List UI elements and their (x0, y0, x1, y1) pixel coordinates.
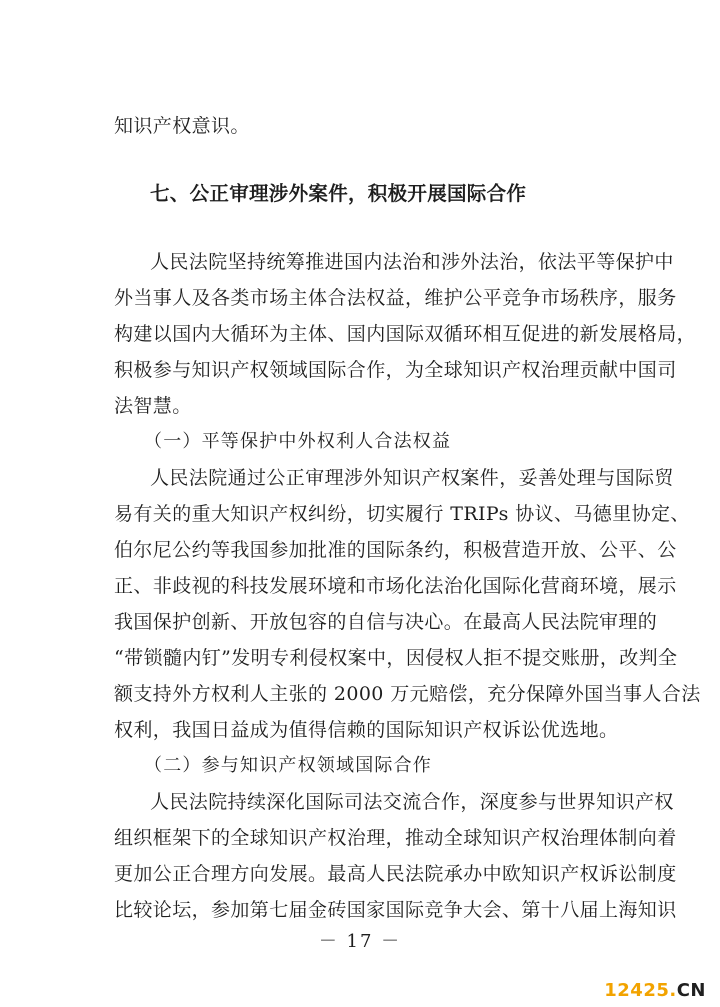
watermark-dot: . (669, 980, 677, 1001)
paragraph-line: 组织框架下的全球知识产权治理，推动全球知识产权治理体制向着 (114, 827, 677, 849)
paragraph-line: 人民法院坚持统筹推进国内法治和涉外法治，依法平等保护中 (150, 251, 674, 273)
paragraph-line: 易有关的重大知识产权纠纷，切实履行 TRIPs 协议、马德里协定、 (114, 503, 690, 525)
watermark-domain: CN (676, 980, 706, 1001)
paragraph-line: 法智慧。 (114, 395, 192, 417)
paragraph-line: 人民法院持续深化国际司法交流合作，深度参与世界知识产权 (150, 791, 674, 813)
paragraph-line: 正、非歧视的科技发展环境和市场化法治化国际化营商环境，展示 (114, 575, 677, 597)
paragraph-line: 更加公正合理方向发展。最高人民法院承办中欧知识产权诉讼制度 (114, 863, 677, 885)
paragraph-line: 外当事人及各类市场主体合法权益，维护公平竞争市场秩序，服务 (114, 287, 677, 309)
paragraph-line: 人民法院通过公正审理涉外知识产权案件，妥善处理与国际贸 (150, 467, 674, 489)
paragraph-line: 比较论坛，参加第七届金砖国家国际竞争大会、第十八届上海知识 (114, 899, 677, 921)
paragraph-line: 权利，我国日益成为值得信赖的国际知识产权诉讼优选地。 (114, 719, 619, 741)
paragraph-line: 额支持外方权利人主张的 2000 万元赔偿，充分保障外国当事人合法 (114, 683, 701, 705)
watermark-digits: 12425 (604, 980, 670, 1001)
paragraph-line: “带锁髓内钉”发明专利侵权案中，因侵权人拒不提交账册，改判全 (114, 647, 678, 669)
paragraph-line: 构建以国内大循环为主体、国内国际双循环相互促进的新发展格局， (114, 323, 697, 345)
paragraph-line: 伯尔尼公约等我国参加批准的国际条约，积极营造开放、公平、公 (114, 539, 677, 561)
site-watermark-logo (604, 981, 706, 1001)
continuation-line: 知识产权意识。 (114, 115, 250, 137)
section-heading: 七、公正审理涉外案件，积极开展国际合作 (150, 182, 527, 205)
paragraph-line: 我国保护创新、开放包容的自信与决心。在最高人民法院审理的 (114, 611, 658, 633)
subsection-1-heading: （一）平等保护中外权利人合法权益 (144, 431, 452, 452)
page-number: － 17 － (318, 931, 402, 952)
subsection-2-heading: （二）参与知识产权领域国际合作 (144, 755, 432, 776)
paragraph-line: 积极参与知识产权领域国际合作，为全球知识产权治理贡献中国司 (114, 359, 677, 381)
